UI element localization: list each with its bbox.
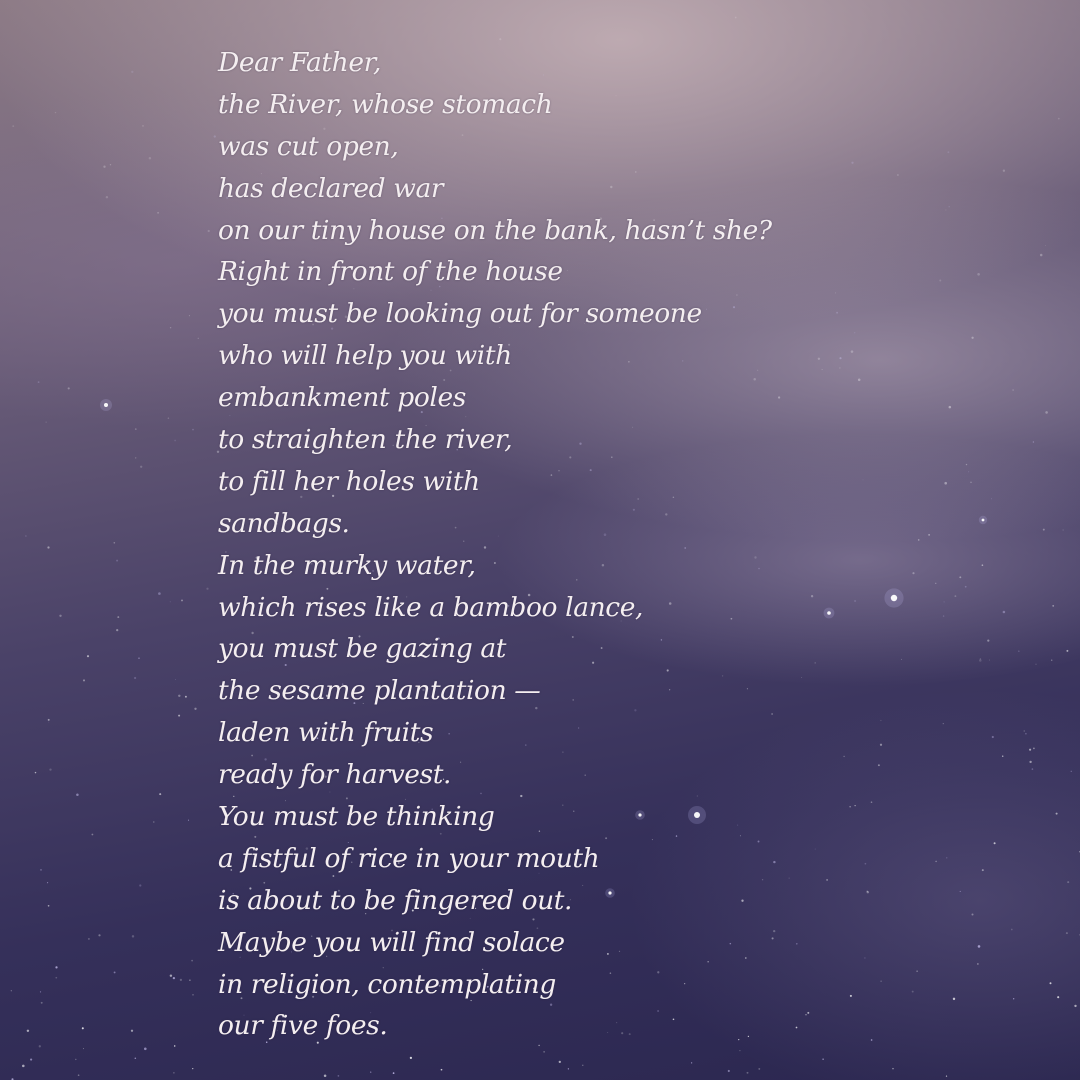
star [135,428,137,430]
star [324,1074,327,1077]
star [916,971,917,972]
star [1025,733,1027,735]
star [49,768,51,770]
star [778,396,780,398]
star [55,112,56,113]
star [818,358,820,360]
star [68,387,70,389]
star [978,945,981,948]
star [131,1030,133,1032]
star [170,974,172,976]
star [370,1071,371,1072]
star [735,17,737,19]
star [138,658,139,659]
star [801,677,802,678]
star [758,1068,760,1070]
star [946,1076,947,1077]
star [1043,529,1045,531]
star [959,576,961,578]
star [855,805,856,806]
star [839,367,840,368]
star [796,1027,798,1029]
star [568,1068,569,1069]
star [559,1061,561,1063]
star [110,164,111,165]
star [871,1039,873,1041]
star [173,977,175,979]
star [773,930,775,932]
star [815,849,816,850]
star [1003,611,1006,614]
star [175,679,176,680]
star [835,292,836,293]
poem-line: in religion, contemplating [218,968,556,1000]
star [25,535,26,536]
star [970,482,972,484]
star [1035,664,1036,665]
star [174,1045,175,1046]
bright-star [104,403,108,407]
star [103,166,105,168]
star [912,572,914,574]
star [189,979,191,981]
star [174,440,176,442]
poem-line: our five foes. [218,1010,388,1042]
star [1052,605,1054,607]
star [1058,118,1060,120]
star [880,744,882,746]
star [796,943,798,945]
star [1057,996,1059,998]
star [944,601,945,602]
star [935,583,936,584]
star [1024,730,1025,731]
star [968,471,969,472]
star [132,935,134,937]
star [193,994,194,995]
star [87,655,89,657]
star [977,963,978,964]
star [1050,982,1052,984]
star [543,1051,544,1052]
star [48,722,49,723]
star [208,230,210,232]
star [78,1074,80,1076]
star [822,369,823,370]
star [878,764,880,766]
star [153,821,154,822]
star [47,882,48,883]
star [173,1072,174,1073]
star [946,857,947,858]
poem-line: has declared war [218,172,444,204]
star [214,135,216,137]
star [11,990,12,991]
poem-line: laden with fruits [218,717,434,749]
star [971,913,973,915]
star [82,1027,84,1029]
star [1067,881,1069,883]
star [39,1045,41,1047]
star [960,891,961,892]
star [851,350,854,353]
star [88,938,90,940]
star [691,1062,692,1063]
poem-line: Right in front of the house [218,256,563,288]
poem-line: was cut open, [218,130,399,162]
star [22,1065,25,1068]
star [48,719,50,721]
star [185,696,187,698]
star [1029,761,1031,763]
star [499,38,501,40]
star [1013,998,1014,999]
star [158,592,161,595]
star [843,756,844,757]
star [1012,389,1014,391]
star [949,206,950,207]
star [871,801,873,803]
star [953,998,955,1000]
star [839,357,841,359]
poem-line: which rises like a bamboo lance, [218,591,644,623]
star [582,1065,583,1066]
star [48,905,50,907]
star [880,980,882,982]
star [40,869,42,871]
poem-line: is about to be fingered out. [218,884,573,916]
star [1011,929,1013,931]
star [75,1059,76,1060]
poem-line: you must be gazing at [218,633,507,665]
star [836,312,838,314]
star [157,212,159,214]
star [410,1057,412,1059]
star [55,966,57,968]
star [178,695,180,697]
star [181,599,183,601]
star [198,338,199,339]
star [134,677,136,679]
star [849,806,850,807]
star [159,793,161,795]
star [854,600,856,602]
star [977,273,980,276]
star [192,1068,193,1069]
star [772,937,774,939]
star [142,125,144,127]
star [858,379,861,382]
star [135,457,136,458]
star [1066,932,1068,934]
star [805,1014,806,1015]
poem-line: embankment poles [218,382,466,414]
star [943,723,944,724]
star [982,564,984,566]
star [854,332,855,333]
star [954,595,956,597]
star [1032,768,1034,770]
star [1003,170,1005,172]
star [46,422,47,423]
star [965,586,967,588]
star [1002,755,1003,756]
star [189,315,190,316]
poem-line: sandbags. [218,507,350,539]
star [1040,254,1043,257]
bright-star [982,519,985,522]
star [966,464,967,465]
star [117,616,119,618]
star [139,884,141,886]
poem-line: to fill her holes with [218,465,480,497]
star [947,151,949,153]
star [987,639,989,641]
star [47,546,49,548]
star [1074,1005,1076,1007]
star [865,863,867,865]
star [979,659,982,662]
star [114,542,116,544]
star [41,1002,43,1004]
star [194,708,196,710]
star [116,629,118,631]
star [901,659,902,660]
star [982,869,984,871]
poem-line: You must be thinking [218,801,495,833]
star [149,157,151,159]
star [168,417,170,419]
poem-line: a fistful of rice in your mouth [218,842,600,874]
star [188,820,189,821]
star [55,977,57,979]
star [1051,660,1052,661]
star [1018,650,1020,652]
star [989,660,990,661]
star [59,615,61,617]
star [992,736,994,738]
bright-star [827,611,831,615]
star [912,991,914,993]
poem-line: the sesame plantation — [218,675,541,707]
star [850,995,852,997]
star [807,1012,809,1014]
star [814,662,816,664]
star [892,1068,894,1070]
star [144,1048,147,1051]
star [1066,650,1068,652]
bright-star [891,595,897,601]
star [971,337,973,339]
star [38,381,40,383]
star [27,1030,29,1032]
star [994,842,996,844]
star [739,1050,740,1051]
star [863,479,864,480]
star [789,878,790,879]
star [945,210,946,211]
star [826,879,828,881]
star [441,1069,443,1071]
star [935,861,937,863]
star [897,174,899,176]
star [939,280,941,282]
poem-line: to straighten the river, [218,424,513,456]
star [864,957,865,958]
star [944,482,947,485]
star [1033,441,1034,442]
star [12,125,14,127]
star [928,534,930,536]
poem-line: the River, whose stomach [218,88,553,120]
star [943,615,944,616]
star [949,406,952,409]
star [76,794,79,797]
star [192,429,194,431]
star [40,991,41,992]
star [170,601,171,602]
poem-text [218,42,772,1047]
star [206,588,208,590]
star [822,1059,823,1060]
star [1063,529,1064,530]
star [83,1048,84,1049]
poem-line: ready for harvest. [218,759,452,791]
star [98,934,100,936]
star [180,979,182,981]
star [30,1059,32,1061]
star [728,1070,730,1072]
star [1056,813,1058,815]
star [131,71,133,73]
star [393,1072,395,1074]
star [114,971,116,973]
star [170,327,171,328]
star [867,891,868,892]
star [773,861,775,863]
star [338,1075,340,1077]
star [135,1057,137,1059]
poem-line: Dear Father, [218,47,381,78]
star [116,560,118,562]
poem-line: In the murky water, [218,549,476,581]
star [35,772,36,773]
star [1045,245,1046,246]
star [880,720,881,721]
star [1033,748,1035,750]
poem-line: who will help you with [218,340,512,372]
star [851,162,853,164]
star [106,196,108,198]
star [747,1072,749,1074]
star [1071,771,1072,772]
poem-line: Maybe you will find solace [218,926,565,958]
poem-line: you must be looking out for someone [218,298,702,330]
star [1029,749,1031,751]
star [191,960,193,962]
star [811,595,813,597]
star [140,466,142,468]
poem-line: on our tiny house on the bank, hasn’t she? [218,214,772,246]
star [91,834,93,836]
star [1045,411,1048,414]
star [83,679,85,681]
star [178,715,180,717]
star [991,498,992,499]
star [918,539,920,541]
